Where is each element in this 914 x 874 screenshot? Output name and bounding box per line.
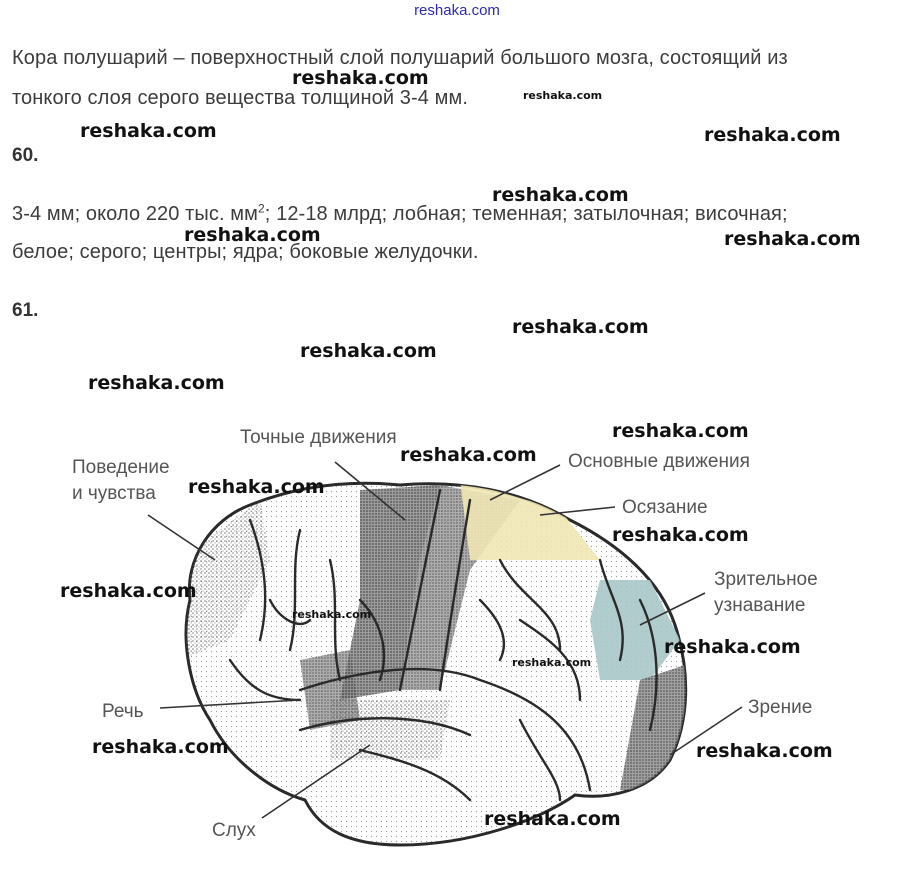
superscript-2: 2 [258, 201, 265, 216]
watermark: reshaka.com [400, 444, 537, 466]
watermark: reshaka.com [664, 636, 801, 658]
section-61-number: 61. [12, 300, 39, 321]
label-hearing: Слух [212, 820, 256, 841]
section-60-line-1 [12, 203, 788, 226]
watermark: reshaka.com [512, 656, 592, 669]
site-link[interactable]: reshaka.com [414, 2, 500, 19]
paragraph-1-line-2: тонкого слоя серого вещества толщиной 3-4 мм. [12, 87, 468, 109]
watermark: reshaka.com [292, 67, 429, 89]
watermark: reshaka.com [492, 184, 629, 206]
section-60-line-1-rest: ; 12-18 млрд; лобная; теменная; затылочная; височная; [264, 203, 788, 225]
label-behavior-line-2: и чувства [72, 483, 156, 504]
watermark: reshaka.com [292, 608, 372, 621]
paragraph-1-line-1: Кора полушарий – поверхностный слой полушарий большого мозга, состоящий из [12, 47, 788, 69]
watermark: reshaka.com [523, 89, 603, 102]
label-precise-movements: Точные движения [240, 427, 397, 448]
watermark: reshaka.com [80, 120, 217, 142]
watermark: reshaka.com [612, 524, 749, 546]
label-speech: Речь [102, 701, 144, 722]
label-behavior-line-1: Поведение [72, 457, 170, 478]
section-60-line-2: белое; серого; центры; ядра; боковые желудочки. [12, 241, 479, 263]
watermark: reshaka.com [724, 228, 861, 250]
watermark: reshaka.com [300, 340, 437, 362]
watermark: reshaka.com [184, 224, 321, 246]
watermark: reshaka.com [188, 476, 325, 498]
watermark: reshaka.com [512, 316, 649, 338]
watermark: reshaka.com [696, 740, 833, 762]
watermark: reshaka.com [704, 124, 841, 146]
label-vision: Зрение [748, 697, 813, 718]
watermark: reshaka.com [88, 372, 225, 394]
label-visual-recognition-line-1: Зрительное [714, 569, 818, 590]
section-60-line-1-text: 3-4 мм; около 220 тыс. мм [12, 203, 259, 225]
label-touch: Осязание [622, 497, 708, 518]
watermark: reshaka.com [484, 808, 621, 830]
label-basic-movements: Основные движения [568, 451, 750, 472]
label-visual-recognition-line-2: узнавание [714, 595, 806, 616]
section-60-number: 60. [12, 145, 39, 166]
watermark: reshaka.com [92, 736, 229, 758]
watermark: reshaka.com [60, 580, 197, 602]
watermark: reshaka.com [612, 420, 749, 442]
